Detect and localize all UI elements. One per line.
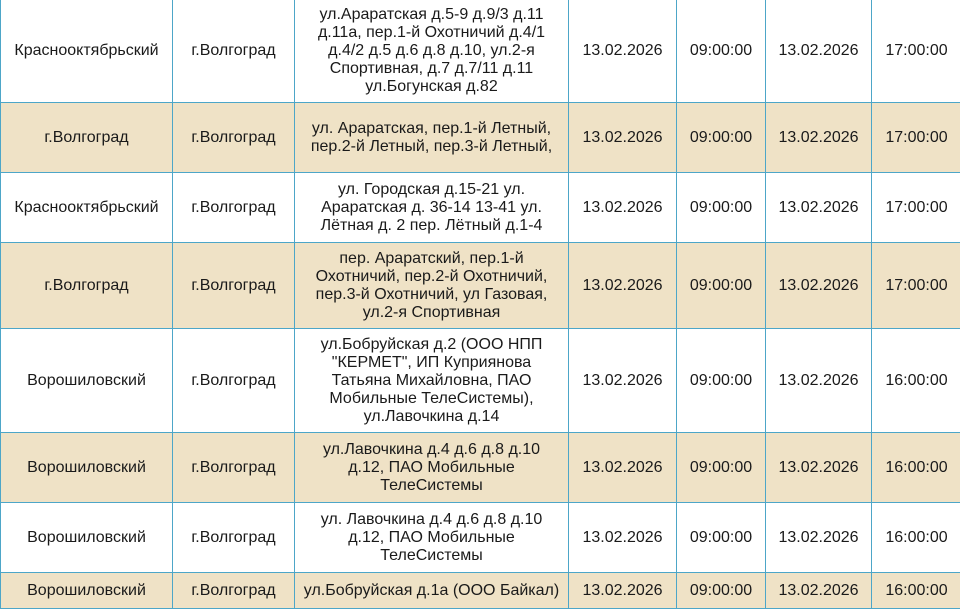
address-line: Араратская д. 36-14 13-41 ул. (321, 198, 542, 216)
address-line: Татьяна Михайловна, ПАО (331, 371, 532, 389)
start-time-cell: 09:00:00 (677, 243, 766, 329)
district-cell: Ворошиловский (1, 329, 173, 433)
end-time-cell: 17:00:00 (872, 0, 960, 103)
start-time-cell: 09:00:00 (677, 503, 766, 573)
address-line: пер. Араратский, пер.1-й (339, 249, 524, 267)
table-row (1, 503, 960, 573)
end-date-cell: 13.02.2026 (766, 0, 872, 103)
address-line: ул. Лавочкина д.4 д.6 д.8 д.10 (320, 510, 543, 528)
address-line: ул.Бобруйская д.1а (ООО Байкал) (303, 581, 560, 599)
start-time-cell: 09:00:00 (677, 573, 766, 609)
table-row (1, 243, 960, 329)
address-line: Лётная д. 2 пер. Лётный д.1-4 (320, 216, 543, 234)
start-date-cell: 13.02.2026 (569, 433, 677, 503)
start-date-cell: 13.02.2026 (569, 173, 677, 243)
address-cell (295, 573, 569, 609)
end-time-cell: 17:00:00 (872, 103, 960, 173)
start-date-cell: 13.02.2026 (569, 573, 677, 609)
end-time-cell: 17:00:00 (872, 173, 960, 243)
end-date-cell: 13.02.2026 (766, 573, 872, 609)
district-cell: Краснооктябрьский (1, 173, 173, 243)
start-date-cell: 13.02.2026 (569, 503, 677, 573)
table-row (1, 173, 960, 243)
table-body (1, 0, 960, 609)
address-line: ул. Городская д.15-21 ул. (337, 180, 526, 198)
start-time-cell: 09:00:00 (677, 329, 766, 433)
address-line: ул.Богунская д.82 (365, 78, 498, 95)
address-line: ТелеСистемы (380, 476, 483, 494)
end-time-cell: 17:00:00 (872, 243, 960, 329)
start-time-cell: 09:00:00 (677, 173, 766, 243)
end-date-cell: 13.02.2026 (766, 503, 872, 573)
address-line: д.4/2 д.5 д.6 д.8 д.10, ул.2-я (328, 42, 535, 59)
address-cell (295, 329, 569, 433)
table-row (1, 329, 960, 433)
address-line: д.11а, пер.1-й Охотничий д.4/1 (317, 24, 546, 41)
table-row (1, 103, 960, 173)
city-cell: г.Волгоград (173, 503, 295, 573)
address-line: ул.Лавочкина д.4 д.6 д.8 д.10 (322, 440, 541, 458)
address-cell (295, 433, 569, 503)
address-line: ул.Бобруйская д.2 (ООО НПП (320, 335, 543, 353)
start-date-cell: 13.02.2026 (569, 0, 677, 103)
start-time-cell: 09:00:00 (677, 433, 766, 503)
district-cell: Ворошиловский (1, 433, 173, 503)
address-line: ул.Араратская д.5-9 д.9/3 д.11 (319, 6, 544, 23)
address-cell (295, 503, 569, 573)
district-cell: Ворошиловский (1, 503, 173, 573)
address-line: пер.2-й Летный, пер.3-й Летный, (310, 137, 553, 155)
end-time-cell: 16:00:00 (872, 433, 960, 503)
table-row (1, 0, 960, 103)
address-line: "КЕРМЕТ", ИП Куприянова (331, 353, 532, 371)
city-cell: г.Волгоград (173, 173, 295, 243)
district-cell: Ворошиловский (1, 573, 173, 609)
start-date-cell: 13.02.2026 (569, 103, 677, 173)
end-date-cell: 13.02.2026 (766, 433, 872, 503)
start-date-cell: 13.02.2026 (569, 329, 677, 433)
end-date-cell: 13.02.2026 (766, 243, 872, 329)
address-line: ул.Лавочкина д.14 (363, 407, 500, 425)
district-cell: Краснооктябрьский (1, 0, 173, 103)
city-cell: г.Волгоград (173, 433, 295, 503)
address-line: ул. Араратская, пер.1-й Летный, (311, 119, 552, 137)
address-line: Охотничий, пер.2-й Охотничий, (315, 267, 548, 285)
city-cell: г.Волгоград (173, 0, 295, 103)
address-line: Спортивная, д.7 д.7/11 д.11 (329, 60, 534, 77)
address-line: д.12, ПАО Мобильные (348, 528, 515, 546)
start-date-cell: 13.02.2026 (569, 243, 677, 329)
start-time-cell: 09:00:00 (677, 0, 766, 103)
address-cell (295, 103, 569, 173)
address-cell (295, 0, 569, 103)
address-cell (295, 243, 569, 329)
end-time-cell: 16:00:00 (872, 573, 960, 609)
table-row (1, 433, 960, 503)
address-line: д.12, ПАО Мобильные (348, 458, 515, 476)
start-time-cell: 09:00:00 (677, 103, 766, 173)
end-time-cell: 16:00:00 (872, 329, 960, 433)
end-date-cell: 13.02.2026 (766, 329, 872, 433)
end-date-cell: 13.02.2026 (766, 103, 872, 173)
city-cell: г.Волгоград (173, 329, 295, 433)
address-cell (295, 173, 569, 243)
city-cell: г.Волгоград (173, 103, 295, 173)
city-cell: г.Волгоград (173, 573, 295, 609)
city-cell: г.Волгоград (173, 243, 295, 329)
address-line: ул.2-я Спортивная (362, 303, 501, 321)
end-time-cell: 16:00:00 (872, 503, 960, 573)
address-line: ТелеСистемы (380, 546, 483, 564)
address-line: пер.3-й Охотничий, ул Газовая, (315, 285, 548, 303)
table-row (1, 573, 960, 609)
address-line: Мобильные ТелеСистемы), (329, 389, 534, 407)
district-cell: г.Волгоград (1, 243, 173, 329)
district-cell: г.Волгоград (1, 103, 173, 173)
end-date-cell: 13.02.2026 (766, 173, 872, 243)
